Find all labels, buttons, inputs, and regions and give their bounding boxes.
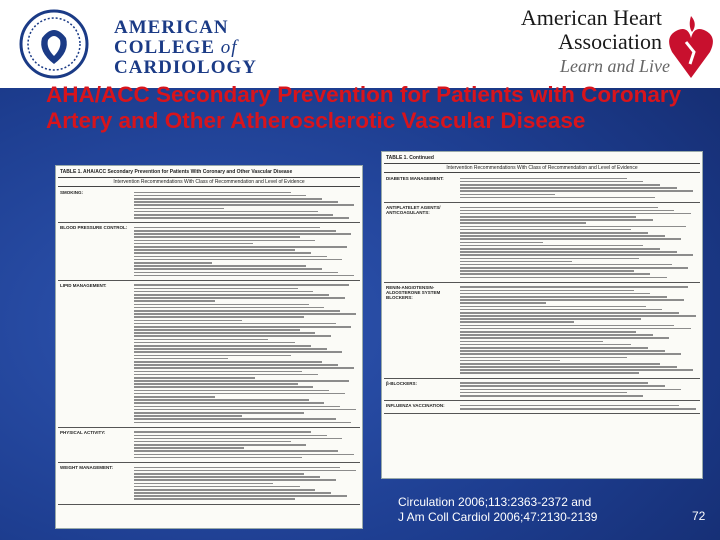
text-line <box>460 353 681 355</box>
left-table-section-text <box>132 281 360 427</box>
guideline-table-page-right <box>382 152 702 478</box>
text-line <box>134 476 320 478</box>
right-table-section <box>384 174 700 203</box>
text-line <box>134 236 300 238</box>
text-line <box>134 246 347 248</box>
text-line <box>460 389 681 391</box>
text-line <box>134 195 306 197</box>
left-table-section <box>58 281 360 428</box>
text-line <box>460 392 627 394</box>
text-line <box>134 313 356 315</box>
right-table-section-label: RENIN-ANGIOTENSIN-ALDOSTERONE SYSTEM BLOCKERS: <box>386 284 441 300</box>
right-table-section-label: INFLUENZA VACCINATION: <box>386 403 445 409</box>
text-line <box>460 232 648 234</box>
left-table-section-text <box>132 463 360 504</box>
text-line <box>134 339 268 341</box>
left-table-section-label: WEIGHT MANAGEMENT: <box>60 465 113 470</box>
text-line <box>460 273 650 275</box>
text-line <box>460 293 650 295</box>
text-line <box>134 217 349 219</box>
text-line <box>134 214 333 216</box>
text-line <box>460 312 679 314</box>
text-line <box>134 243 253 245</box>
text-line <box>134 335 331 337</box>
text-line <box>460 369 693 371</box>
left-table-section-label: BLOOD PRESSURE CONTROL: <box>60 225 128 231</box>
text-line <box>460 341 603 343</box>
text-line <box>134 262 212 264</box>
text-line <box>134 259 342 261</box>
text-line <box>460 302 546 304</box>
text-line <box>460 222 586 224</box>
text-line <box>460 350 665 352</box>
text-line <box>460 190 693 192</box>
left-table-section <box>58 463 360 505</box>
text-line <box>134 412 304 414</box>
text-line <box>134 431 311 433</box>
table-label-left: TABLE 1. AHA/ACC Secondary Prevention for Patients With Coronary and Other Vascular Disease <box>60 169 293 175</box>
text-line <box>134 233 351 235</box>
text-line <box>134 256 327 258</box>
left-table-section <box>58 223 360 281</box>
left-table-section <box>58 428 360 463</box>
table-label-right: TABLE 1. Continued <box>386 155 434 161</box>
right-table-section-label: β-BLOCKERS: <box>386 380 417 386</box>
left-table-section-label: LIPID MANAGEMENT: <box>60 282 107 288</box>
text-line <box>460 331 636 333</box>
text-line <box>134 390 329 392</box>
text-line <box>460 242 543 244</box>
text-line <box>460 344 631 346</box>
text-line <box>134 418 336 420</box>
text-line <box>460 306 646 308</box>
text-line <box>134 355 291 357</box>
text-line <box>134 454 354 456</box>
text-line <box>134 399 309 401</box>
text-line <box>134 332 315 334</box>
heart-torch-icon <box>668 12 714 82</box>
text-line <box>460 226 686 228</box>
aha-tagline: Learn and Live <box>560 56 670 76</box>
text-line <box>460 337 669 339</box>
text-line <box>134 444 306 446</box>
left-table-section-label: SMOKING: <box>60 190 83 195</box>
text-line <box>460 405 679 407</box>
text-line <box>134 467 340 469</box>
text-line <box>134 230 336 232</box>
text-line <box>134 361 322 363</box>
right-table-section <box>384 379 700 402</box>
text-line <box>460 315 696 317</box>
text-line <box>134 377 255 379</box>
text-line <box>134 489 315 491</box>
text-line <box>134 358 228 360</box>
text-line <box>134 310 340 312</box>
text-line <box>134 441 291 443</box>
text-line <box>460 366 677 368</box>
text-line <box>134 294 329 296</box>
text-line <box>134 297 345 299</box>
text-line <box>134 422 351 424</box>
text-line <box>134 201 338 203</box>
text-line <box>460 219 653 221</box>
text-line <box>134 326 351 328</box>
text-line <box>134 345 311 347</box>
text-line <box>134 240 315 242</box>
text-line <box>460 408 696 410</box>
text-line <box>460 363 660 365</box>
text-line <box>134 406 340 408</box>
table-sections-left <box>56 188 362 505</box>
text-line <box>134 291 313 293</box>
text-line <box>134 438 342 440</box>
text-line <box>134 386 313 388</box>
text-line <box>134 367 354 369</box>
text-line <box>460 360 560 362</box>
right-table-section <box>384 401 700 414</box>
text-line <box>134 409 356 411</box>
text-line <box>134 208 224 210</box>
text-line <box>460 213 691 215</box>
text-line <box>460 235 665 237</box>
text-line <box>134 249 295 251</box>
text-line <box>134 211 318 213</box>
text-line <box>134 351 342 353</box>
text-line <box>134 371 302 373</box>
text-line <box>134 402 324 404</box>
citation-line1: Circulation 2006;113:2363-2372 and <box>398 495 592 509</box>
text-line <box>460 382 648 384</box>
text-line <box>134 268 322 270</box>
text-line <box>134 364 338 366</box>
text-line <box>460 264 672 266</box>
text-line <box>134 374 318 376</box>
text-line <box>460 270 634 272</box>
text-line <box>134 272 338 274</box>
left-table-section-text <box>132 223 360 280</box>
text-line <box>134 304 309 306</box>
text-line <box>134 470 356 472</box>
text-line <box>460 347 648 349</box>
text-line <box>134 198 322 200</box>
text-line <box>460 187 677 189</box>
text-line <box>134 316 304 318</box>
right-table-section-text <box>458 379 700 401</box>
text-line <box>460 181 643 183</box>
text-line <box>460 299 684 301</box>
text-line <box>134 265 306 267</box>
guideline-table-page-left <box>56 166 362 528</box>
right-table-section-text <box>458 203 700 282</box>
text-line <box>134 275 354 277</box>
aha-name-line1: American Heart <box>520 5 662 30</box>
header-band <box>0 0 720 88</box>
aha-name <box>520 6 662 54</box>
text-line <box>134 348 327 350</box>
text-line <box>460 321 574 323</box>
text-line <box>134 450 338 452</box>
text-line <box>134 342 295 344</box>
text-line <box>134 323 336 325</box>
text-line <box>134 284 349 286</box>
acc-seal-icon <box>18 8 90 80</box>
text-line <box>460 325 674 327</box>
text-line <box>460 210 674 212</box>
text-line <box>460 286 688 288</box>
citation-line2: J Am Coll Cardiol 2006;47:2130-2139 <box>398 510 598 524</box>
right-table-section-text <box>458 283 700 378</box>
text-line <box>460 334 653 336</box>
text-line <box>134 320 242 322</box>
text-line <box>134 252 311 254</box>
text-line <box>134 479 336 481</box>
text-line <box>134 307 324 309</box>
text-line <box>134 486 300 488</box>
acc-logo <box>18 8 258 80</box>
text-line <box>134 204 354 206</box>
right-table-section-text <box>458 174 700 202</box>
text-line <box>460 194 555 196</box>
text-line <box>460 248 660 250</box>
citation <box>398 495 597 525</box>
text-line <box>134 415 242 417</box>
right-table-section <box>384 283 700 379</box>
text-line <box>134 300 215 302</box>
text-line <box>460 258 639 260</box>
text-line <box>134 435 327 437</box>
text-line <box>460 245 643 247</box>
left-table-section-text <box>132 428 360 462</box>
slide-title: AHA/ACC Secondary Prevention for Patients with Coronary Artery and Other Atherosclerotic Vascular Disease <box>46 82 682 133</box>
text-line <box>460 261 572 263</box>
table-subheader-left: Intervention Recommendations With Class of Recommendation and Level of Evidence <box>58 177 360 187</box>
text-line <box>460 318 641 320</box>
text-line <box>460 229 631 231</box>
right-table-section-label: ANTIPLATELET AGENTS/ ANTICOAGULANTS: <box>386 204 441 215</box>
right-table-section-label: DIABETES MANAGEMENT: <box>386 176 444 181</box>
page-number: 72 <box>692 509 706 523</box>
table-sections-right <box>382 174 702 414</box>
acc-logo-line2: COLLEGE <box>114 37 215 58</box>
acc-logo-line1: AMERICAN <box>114 17 229 38</box>
text-line <box>134 380 349 382</box>
right-table-section-text <box>458 401 700 413</box>
text-line <box>134 457 302 459</box>
text-line <box>134 329 300 331</box>
text-line <box>460 197 655 199</box>
text-line <box>134 498 295 500</box>
text-line <box>134 447 244 449</box>
text-line <box>460 178 627 180</box>
text-line <box>460 372 639 374</box>
text-line <box>460 357 627 359</box>
aha-logo <box>520 6 716 86</box>
text-line <box>460 251 677 253</box>
text-line <box>134 473 304 475</box>
text-line <box>460 395 643 397</box>
left-table-section <box>58 188 360 223</box>
text-line <box>460 385 665 387</box>
text-line <box>134 492 331 494</box>
right-table-section <box>384 203 700 283</box>
text-line <box>134 227 320 229</box>
text-line <box>134 495 347 497</box>
text-line <box>460 309 662 311</box>
text-line <box>460 290 634 292</box>
text-line <box>460 216 636 218</box>
table-subheader-right: Intervention Recommendations With Class of Recommendation and Level of Evidence <box>384 163 700 173</box>
aha-name-line2: Association <box>558 29 662 54</box>
left-table-section-text <box>132 188 360 222</box>
left-table-section-label: PHYSICAL ACTIVITY: <box>60 429 106 435</box>
acc-logo-of: of <box>220 37 238 58</box>
text-line <box>460 267 688 269</box>
text-line <box>134 393 345 395</box>
acc-logo-line3: CARDIOLOGY <box>114 57 258 78</box>
text-line <box>460 254 693 256</box>
text-line <box>134 288 298 290</box>
text-line <box>460 238 681 240</box>
text-line <box>134 192 291 194</box>
text-line <box>134 396 215 398</box>
text-line <box>460 184 660 186</box>
text-line <box>460 277 667 279</box>
text-line <box>134 483 273 485</box>
text-line <box>134 383 298 385</box>
text-line <box>460 296 667 298</box>
text-line <box>460 328 691 330</box>
text-line <box>460 207 658 209</box>
